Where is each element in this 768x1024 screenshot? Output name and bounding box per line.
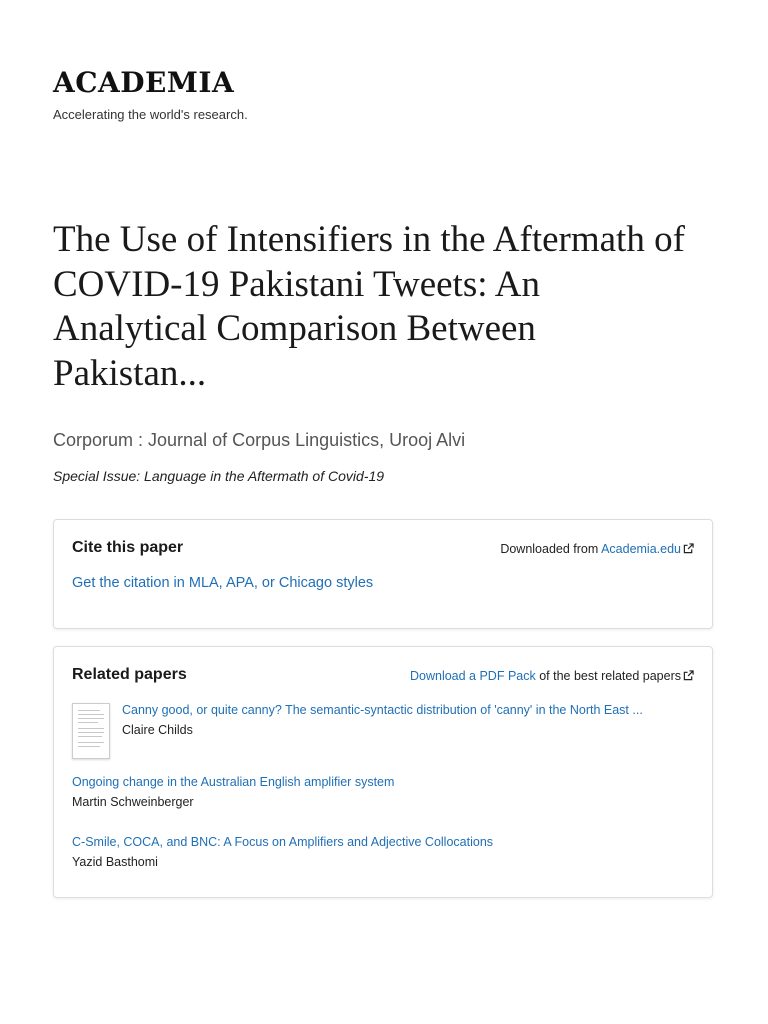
citation-styles-link[interactable]: Get the citation in MLA, APA, or Chicago styles: [72, 575, 374, 591]
downloaded-from: [500, 542, 694, 556]
related-paper-author: Yazid Basthomi: [72, 855, 158, 869]
downloaded-from-label: Downloaded from: [500, 542, 599, 556]
academia-edu-link-label: Academia.edu: [601, 542, 681, 556]
related-papers-card: [53, 646, 713, 898]
external-link-icon: [683, 543, 694, 554]
download-pdf-pack-link[interactable]: Download a PDF Pack: [409, 669, 536, 683]
cite-heading: Cite this paper: [72, 539, 184, 556]
related-heading: Related papers: [72, 666, 187, 683]
tagline: Accelerating the world's research.: [53, 107, 248, 122]
cite-card: [53, 519, 713, 629]
document-thumbnail-icon[interactable]: [72, 703, 110, 759]
related-paper-item: [72, 775, 696, 815]
related-paper-title[interactable]: C-Smile, COCA, and BNC: A Focus on Amplifiers and Adjective Collocations: [72, 835, 494, 849]
paper-title: The Use of Intensifiers in the Aftermath of COVID-19 Pakistani Tweets: An Analytical Comparison Between Pakistan...: [53, 219, 685, 394]
related-paper-item: [72, 835, 696, 875]
related-paper-title[interactable]: Ongoing change in the Australian English amplifier system: [72, 775, 395, 789]
special-issue: Special Issue: Language in the Aftermath of Covid-19: [53, 468, 385, 484]
related-paper-author: Claire Childs: [122, 723, 193, 737]
related-paper-title[interactable]: Canny good, or quite canny? The semantic-syntactic distribution of 'canny' in the North East ...: [122, 703, 643, 717]
academia-edu-link[interactable]: [601, 542, 694, 556]
related-paper-item: [72, 703, 696, 759]
pdf-pack: [410, 669, 694, 683]
paper-authors: Corporum : Journal of Corpus Linguistics, Urooj Alvi: [53, 430, 466, 450]
related-paper-author: Martin Schweinberger: [72, 795, 194, 809]
pdf-pack-suffix: of the best related papers: [539, 669, 681, 683]
external-link-icon[interactable]: [683, 670, 694, 681]
academia-logo[interactable]: ACADEMIA: [53, 66, 235, 99]
